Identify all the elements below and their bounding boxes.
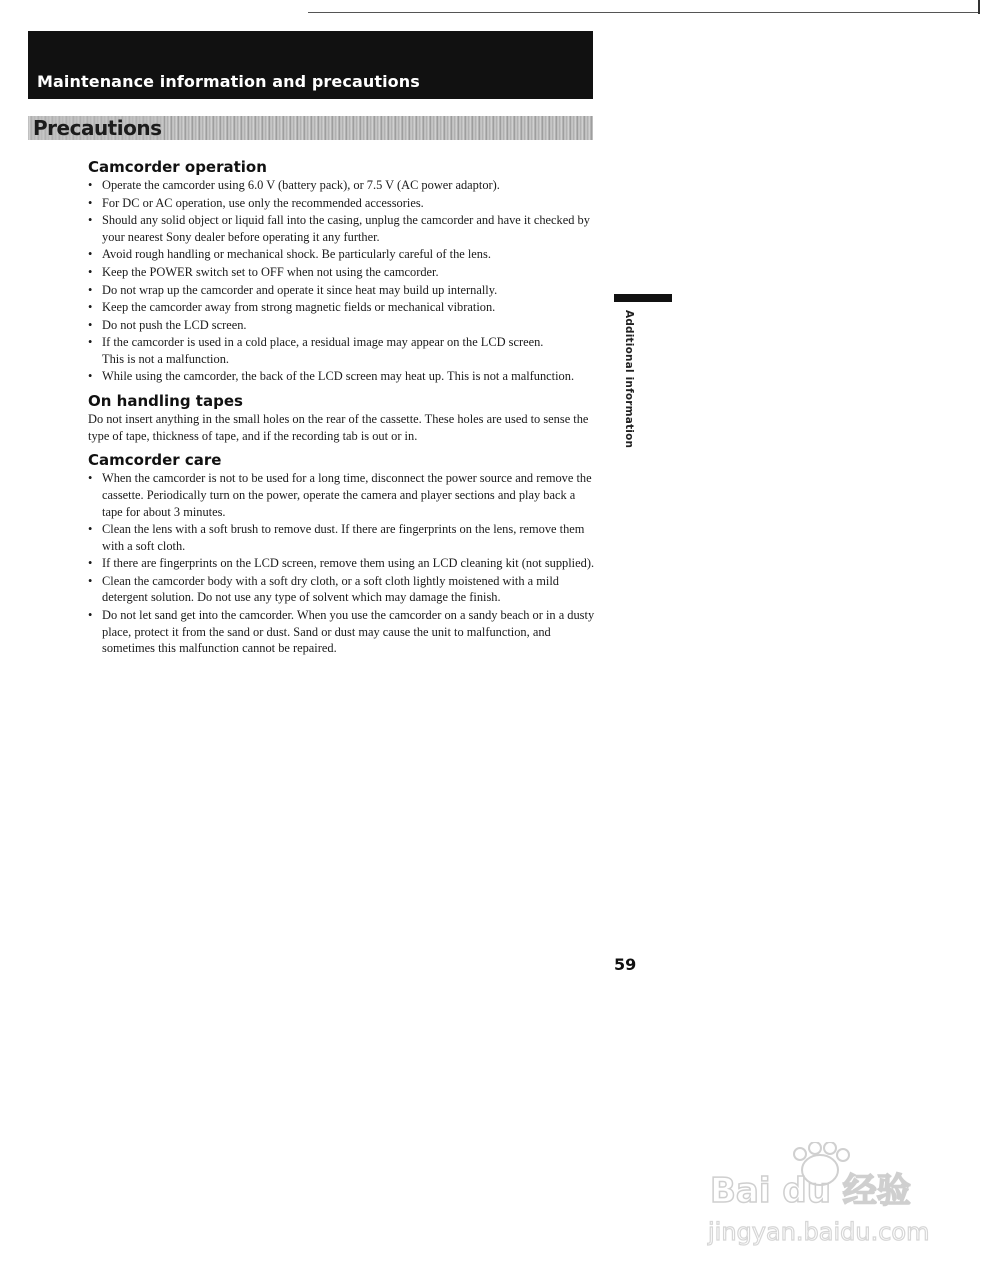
corner-mark (978, 0, 980, 14)
handling-tapes-text: Do not insert anything in the small holes on the rear of the cassette. These holes are used to sense the type of tape, thickness of tape, and if the recording tab is out or in. (88, 412, 589, 443)
list-item: • If the camcorder is used in a cold place, a residual image may appear on the LCD screen. (88, 334, 598, 351)
side-tab-marker (614, 294, 672, 302)
watermark-brand: Bai du 经验 (710, 1171, 911, 1211)
list-item: • Should any solid object or liquid fall into the casing, unplug the camcorder and have it checked by your nearest Sony dealer before operating it any further. (88, 212, 598, 245)
list-item: • Operate the camcorder using 6.0 V (battery pack), or 7.5 V (AC power adaptor). (88, 177, 598, 194)
list-item: • While using the camcorder, the back of the LCD screen may heat up. This is not a malfunction. (88, 368, 598, 385)
main-content (88, 158, 598, 658)
section-title: Precautions (30, 116, 164, 140)
chapter-header-bar (28, 31, 593, 99)
heading-camcorder-care: Camcorder care (88, 451, 222, 470)
camcorder-operation-list (88, 177, 598, 351)
list-item: • Avoid rough handling or mechanical shock. Be particularly careful of the lens. (88, 246, 598, 263)
camcorder-operation-list-cont (88, 368, 598, 385)
list-item: • Keep the camcorder away from strong magnetic fields or mechanical vibration. (88, 299, 598, 316)
list-item: • Clean the camcorder body with a soft dry cloth, or a soft cloth lightly moistened with a mild detergent solution. Do not use any type of solvent which may damage the finish. (88, 573, 598, 606)
list-item: • Clean the lens with a soft brush to remove dust. If there are fingerprints on the lens, remove them with a soft cloth. (88, 521, 598, 554)
chapter-title: Maintenance information and precautions (37, 72, 420, 91)
watermark-url: jingyan.baidu.com (708, 1218, 930, 1246)
malfunction-note: This is not a malfunction. (102, 351, 229, 366)
list-item: • Keep the POWER switch set to OFF when not using the camcorder. (88, 264, 598, 281)
list-item: • Do not wrap up the camcorder and operate it since heat may build up internally. (88, 282, 598, 299)
heading-handling-tapes: On handling tapes (88, 392, 243, 411)
list-item: • Do not let sand get into the camcorder. When you use the camcorder on a sandy beach or in a dusty place, protect it from the sand or dust. Sand or dust may cause the unit to malfunction, and sometimes this malfunction cannot be repaired. (88, 607, 598, 657)
section-band (28, 116, 593, 140)
camcorder-care-list (88, 470, 598, 657)
side-tab-label: Additional information (623, 310, 635, 449)
baidu-watermark (700, 1142, 940, 1252)
top-rule (308, 12, 978, 13)
heading-camcorder-operation: Camcorder operation (88, 158, 267, 176)
list-item: • For DC or AC operation, use only the recommended accessories. (88, 195, 598, 212)
list-item: • When the camcorder is not to be used for a long time, disconnect the power source and remove the cassette. Periodically turn on the power, operate the camera and player sections and play back a tape for about 3 minutes. (88, 470, 598, 520)
list-item: • If there are fingerprints on the LCD screen, remove them using an LCD cleaning kit (not supplied). (88, 555, 598, 572)
page-number: 59 (614, 955, 637, 974)
list-item: • Do not push the LCD screen. (88, 317, 598, 334)
